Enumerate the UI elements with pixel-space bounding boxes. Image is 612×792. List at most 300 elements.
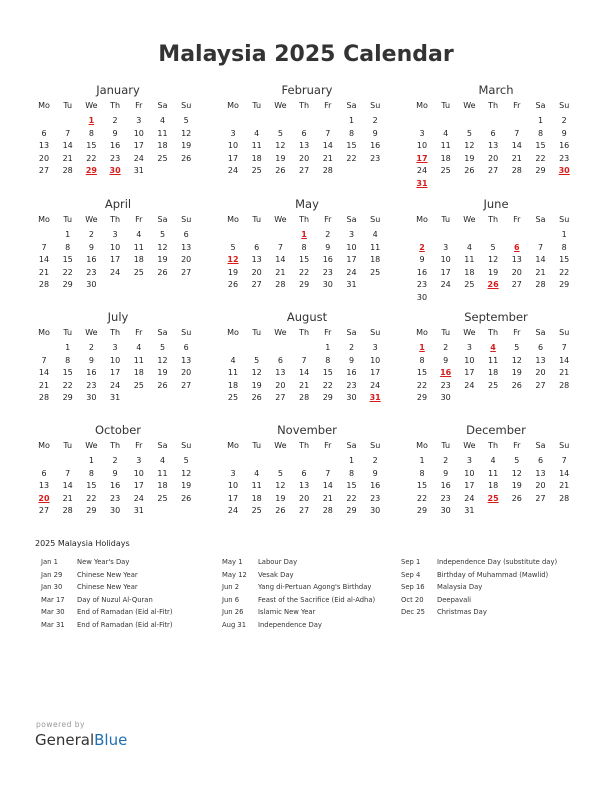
day-cell: 25 (251, 166, 262, 175)
day-cell: 24 (370, 380, 381, 390)
day-cell: 12 (157, 242, 168, 252)
day-cell: 5 (159, 343, 166, 352)
day-cell: 25 (157, 493, 168, 503)
day-cell: 11 (133, 355, 144, 365)
day-cell: 27 (299, 166, 310, 175)
weekday-label: Sa (157, 441, 168, 450)
weekday-label: Su (181, 441, 192, 450)
weekday-label: Su (559, 101, 570, 110)
day-cell: 6 (537, 456, 544, 465)
day-cell: 1 (348, 456, 355, 465)
weekday-label: Fr (324, 441, 332, 450)
day-cell: 23 (559, 153, 570, 163)
holiday-name: Birthday of Muhammad (Mawlid) (437, 570, 549, 579)
day-cell: 27 (38, 506, 50, 515)
day-cell: 19 (511, 368, 522, 377)
day-cell: 20 (251, 267, 262, 277)
weekday-label: Tu (441, 101, 451, 110)
holiday-name: End of Ramadan (Eid al-Fitr) (77, 608, 173, 616)
day-cell: 29 (86, 506, 97, 515)
month-name: September (464, 310, 528, 324)
day-cell: 16 (322, 255, 333, 264)
day-cell: 4 (159, 116, 166, 125)
day-cell: 30 (86, 393, 97, 402)
day-cell: 19 (511, 481, 522, 490)
day-cell: 25 (133, 380, 144, 390)
day-cell: 12 (251, 368, 262, 377)
weekday-label: Th (299, 328, 310, 337)
day-cell: 13 (275, 368, 286, 377)
day-cell: 27 (181, 267, 192, 277)
day-cell: 6 (301, 468, 307, 478)
weekday-label: Fr (324, 328, 332, 337)
day-cell: 13 (511, 255, 522, 264)
day-cell: 19 (157, 255, 168, 264)
day-cell: 20 (181, 255, 192, 264)
day-cell: 4 (466, 242, 472, 252)
weekday-label: Sa (346, 441, 357, 450)
weekday-label: Sa (157, 215, 168, 224)
day-cell: 24 (110, 267, 121, 277)
holiday-name: Yang di-Pertuan Agong's Birthday (258, 583, 372, 591)
day-cell: 22 (299, 267, 310, 277)
day-cell: 9 (325, 242, 331, 252)
day-cell: 19 (251, 380, 262, 390)
day-cell: 15 (416, 368, 428, 377)
weekday-label: We (274, 101, 287, 110)
day-cell: 14 (559, 355, 570, 365)
day-cell: 10 (227, 481, 239, 490)
day-cell: 27 (275, 393, 286, 402)
weekday-label: Tu (252, 101, 262, 110)
day-cell: 26 (275, 166, 286, 175)
weekday-label: Fr (135, 441, 143, 450)
day-cell: 4 (254, 468, 260, 478)
day-cell: 19 (275, 153, 286, 163)
day-cell: 26 (157, 380, 168, 390)
weekday-label: We (274, 328, 287, 337)
weekday-label: Fr (513, 215, 521, 224)
weekday-label: Su (370, 215, 381, 224)
day-cell: 3 (112, 343, 118, 352)
day-cell: 9 (372, 128, 378, 138)
weekday-label: Fr (135, 101, 143, 110)
day-cell: 30 (440, 506, 451, 515)
weekday-label: Su (181, 101, 192, 110)
weekday-label: Su (370, 328, 381, 337)
holiday-name: Christmas Day (437, 608, 487, 616)
day-cell: 14 (322, 481, 333, 490)
holiday-date: Jun 26 (222, 608, 244, 616)
day-cell: 20 (535, 368, 546, 377)
day-cell: 22 (322, 380, 333, 390)
day-cell: 6 (183, 230, 189, 239)
day-cell: 7 (41, 355, 47, 365)
day-cell: 26 (275, 506, 286, 515)
day-cell: 15 (416, 481, 428, 490)
day-cell: 6 (301, 128, 307, 138)
day-cell: 27 (251, 280, 262, 289)
weekday-label: Su (181, 328, 192, 337)
day-cell: 23 (416, 280, 428, 289)
day-cell: 8 (561, 242, 567, 252)
day-cell: 10 (346, 242, 357, 252)
day-cell: 15 (346, 481, 357, 490)
day-cell: 13 (38, 141, 50, 150)
day-cell: 16 (110, 141, 121, 150)
day-cell: 1 (65, 230, 71, 239)
holiday-name: Labour Day (258, 558, 298, 566)
day-cell: 16 (440, 481, 451, 490)
weekday-label: Mo (38, 328, 50, 337)
day-cell: 19 (275, 493, 286, 503)
day-cell: 9 (88, 355, 94, 365)
holiday-day: 31 (416, 178, 428, 188)
weekday-label: Fr (135, 215, 143, 224)
day-cell: 30 (110, 506, 121, 515)
day-cell: 17 (110, 255, 121, 264)
day-cell: 6 (277, 355, 283, 365)
day-cell: 8 (348, 128, 355, 138)
day-cell: 14 (535, 255, 546, 264)
day-cell: 23 (110, 493, 121, 503)
day-cell: 3 (348, 230, 355, 239)
day-cell: 18 (370, 255, 381, 264)
day-cell: 22 (416, 493, 428, 503)
day-cell: 5 (466, 128, 472, 138)
day-cell: 5 (277, 468, 283, 478)
day-cell: 18 (251, 153, 262, 163)
day-cell: 2 (325, 230, 331, 239)
day-cell: 30 (416, 292, 428, 302)
holiday-name: Islamic New Year (258, 608, 316, 616)
day-cell: 8 (348, 468, 355, 478)
weekday-label: Sa (157, 328, 168, 337)
day-cell: 5 (514, 456, 520, 465)
day-cell: 25 (251, 506, 262, 515)
holiday-name: Feast of the Sacrifice (Eid al-Adha) (258, 595, 376, 604)
day-cell: 12 (511, 355, 522, 365)
day-cell: 25 (157, 153, 168, 163)
day-cell: 24 (227, 166, 239, 175)
holiday-day: 31 (369, 393, 381, 402)
day-cell: 2 (88, 230, 94, 239)
holiday-day: 26 (487, 280, 499, 289)
day-cell: 1 (537, 116, 544, 125)
holiday-day: 25 (487, 493, 499, 503)
day-cell: 7 (41, 242, 47, 252)
day-cell: 28 (275, 280, 286, 289)
day-cell: 2 (112, 116, 118, 125)
day-cell: 11 (370, 242, 381, 252)
holiday-date: Jun 2 (222, 583, 240, 591)
day-cell: 23 (322, 267, 333, 277)
holiday-day: 6 (514, 242, 520, 252)
day-cell: 21 (38, 380, 50, 390)
day-cell: 15 (62, 368, 73, 377)
weekday-label: Su (559, 215, 570, 224)
day-cell: 21 (62, 153, 73, 163)
holiday-day: 16 (440, 368, 452, 377)
weekday-label: Sa (535, 328, 546, 337)
day-cell: 21 (322, 153, 333, 163)
day-cell: 2 (443, 343, 449, 352)
day-cell: 23 (370, 493, 381, 503)
day-cell: 10 (133, 468, 144, 478)
day-cell: 8 (65, 242, 71, 252)
day-cell: 11 (488, 468, 499, 478)
weekday-label: Su (370, 101, 381, 110)
day-cell: 8 (537, 128, 544, 138)
day-cell: 2 (443, 456, 449, 465)
day-cell: 24 (110, 380, 121, 390)
day-cell: 25 (488, 380, 499, 390)
day-cell: 8 (88, 128, 94, 138)
day-cell: 20 (38, 153, 50, 163)
month-name: August (286, 310, 328, 324)
day-cell: 21 (559, 368, 570, 377)
day-cell: 14 (275, 255, 286, 264)
holiday-day: 30 (558, 166, 570, 175)
day-cell: 29 (346, 506, 357, 515)
weekday-label: Mo (227, 441, 239, 450)
day-cell: 31 (346, 280, 357, 289)
day-cell: 17 (464, 481, 475, 490)
weekday-label: Th (488, 215, 499, 224)
day-cell: 20 (299, 153, 310, 163)
day-cell: 20 (535, 481, 546, 490)
day-cell: 13 (181, 355, 192, 365)
day-cell: 23 (440, 380, 451, 390)
day-cell: 21 (299, 380, 310, 390)
day-cell: 18 (464, 267, 475, 277)
day-cell: 9 (372, 468, 378, 478)
day-cell: 20 (299, 493, 310, 503)
weekday-label: Mo (227, 215, 239, 224)
weekday-label: Tu (441, 328, 451, 337)
day-cell: 15 (86, 481, 97, 490)
weekday-label: Su (181, 215, 192, 224)
day-cell: 16 (559, 141, 570, 150)
day-cell: 16 (110, 481, 121, 490)
weekday-label: Mo (227, 328, 239, 337)
day-cell: 8 (88, 468, 94, 478)
day-cell: 20 (511, 267, 522, 277)
holiday-date: Mar 31 (41, 620, 65, 629)
holiday-date: Oct 20 (401, 595, 424, 604)
day-cell: 18 (488, 481, 499, 490)
holiday-name: Chinese New Year (77, 570, 138, 579)
day-cell: 27 (535, 493, 546, 503)
day-cell: 4 (159, 456, 166, 465)
holiday-day: 1 (88, 116, 95, 125)
day-cell: 22 (559, 267, 570, 277)
day-cell: 1 (88, 456, 94, 465)
day-cell: 22 (86, 493, 97, 503)
generalblue-logo[interactable] (35, 731, 127, 749)
day-cell: 30 (370, 506, 381, 515)
day-cell: 21 (62, 493, 73, 503)
weekday-label: We (85, 328, 98, 337)
day-cell: 26 (181, 493, 192, 503)
day-cell: 24 (227, 506, 239, 515)
day-cell: 2 (88, 343, 94, 352)
day-cell: 5 (183, 116, 189, 125)
day-cell: 2 (112, 456, 118, 465)
weekday-label: Tu (252, 441, 262, 450)
holiday-date: Aug 31 (222, 620, 247, 629)
holiday-date: Jan 1 (41, 558, 58, 566)
weekday-label: Tu (441, 441, 451, 450)
weekday-label: We (85, 101, 98, 110)
day-cell: 22 (62, 267, 73, 277)
day-cell: 21 (559, 481, 570, 490)
day-cell: 13 (38, 481, 50, 490)
day-cell: 31 (133, 166, 144, 175)
day-cell: 14 (511, 141, 522, 150)
day-cell: 4 (136, 230, 142, 239)
day-cell: 1 (419, 456, 425, 465)
holiday-date: Jan 29 (41, 570, 63, 579)
holiday-date: Mar 30 (41, 608, 65, 616)
weekday-label: Th (110, 328, 121, 337)
holiday-day: 29 (85, 166, 97, 175)
weekday-label: We (463, 441, 476, 450)
day-cell: 10 (110, 242, 121, 252)
holiday-date: Jun 6 (222, 595, 240, 604)
day-cell: 26 (464, 166, 475, 175)
day-cell: 28 (559, 380, 570, 390)
day-cell: 2 (372, 116, 378, 125)
day-cell: 17 (440, 267, 451, 277)
holiday-date: May 12 (222, 570, 247, 579)
day-cell: 28 (38, 280, 50, 289)
day-cell: 14 (38, 255, 50, 264)
day-cell: 28 (559, 493, 570, 503)
day-cell: 26 (511, 380, 522, 390)
day-cell: 29 (416, 393, 428, 402)
weekday-label: Mo (38, 215, 50, 224)
day-cell: 6 (490, 128, 496, 138)
day-cell: 22 (535, 153, 546, 163)
weekday-label: We (85, 215, 98, 224)
day-cell: 28 (62, 166, 73, 175)
holiday-name: Deepavali (437, 595, 472, 604)
day-cell: 19 (181, 481, 192, 490)
holiday-day: 17 (416, 153, 428, 163)
day-cell: 12 (464, 141, 475, 150)
day-cell: 29 (62, 393, 73, 402)
day-cell: 15 (299, 255, 310, 264)
day-cell: 1 (65, 343, 71, 352)
day-cell: 3 (466, 343, 472, 352)
weekday-label: Fr (324, 215, 332, 224)
day-cell: 18 (440, 153, 451, 163)
day-cell: 7 (301, 355, 307, 365)
day-cell: 18 (157, 141, 168, 150)
day-cell: 23 (110, 153, 121, 163)
day-cell: 29 (299, 280, 310, 289)
day-cell: 27 (299, 506, 310, 515)
day-cell: 3 (112, 230, 118, 239)
day-cell: 4 (230, 355, 236, 365)
day-cell: 3 (372, 343, 378, 352)
day-cell: 5 (183, 456, 189, 465)
weekday-label: Sa (535, 101, 546, 110)
holiday-day: 2 (419, 242, 425, 252)
weekday-label: Tu (63, 441, 73, 450)
day-cell: 19 (227, 267, 239, 277)
day-cell: 24 (133, 153, 144, 163)
month-name: February (281, 83, 333, 97)
day-cell: 1 (325, 343, 331, 352)
day-cell: 3 (136, 116, 142, 125)
day-cell: 7 (561, 343, 567, 352)
day-cell: 14 (62, 481, 73, 490)
weekday-label: We (463, 215, 476, 224)
day-cell: 6 (41, 468, 47, 478)
day-cell: 9 (112, 468, 118, 478)
day-cell: 26 (227, 280, 239, 289)
day-cell: 4 (254, 128, 260, 138)
day-cell: 24 (346, 267, 357, 277)
day-cell: 24 (464, 493, 475, 503)
day-cell: 25 (370, 267, 381, 277)
weekday-label: Th (299, 215, 310, 224)
holiday-date: Jan 30 (41, 583, 63, 591)
day-cell: 7 (325, 468, 331, 478)
day-cell: 30 (86, 280, 97, 289)
day-cell: 4 (490, 456, 496, 465)
day-cell: 15 (559, 255, 570, 264)
day-cell: 3 (443, 242, 449, 252)
day-cell: 17 (110, 368, 121, 377)
holiday-date: Dec 25 (401, 608, 425, 616)
day-cell: 16 (370, 481, 381, 490)
day-cell: 26 (251, 393, 262, 402)
weekday-label: Mo (416, 328, 428, 337)
day-cell: 5 (490, 242, 496, 252)
day-cell: 5 (159, 230, 166, 239)
day-cell: 13 (535, 355, 546, 365)
holiday-date: Sep 4 (401, 570, 421, 579)
day-cell: 29 (559, 280, 570, 289)
day-cell: 6 (183, 343, 189, 352)
day-cell: 2 (348, 343, 355, 352)
month-name: July (107, 310, 129, 324)
weekday-label: We (85, 441, 98, 450)
day-cell: 13 (181, 242, 192, 252)
day-cell: 5 (277, 128, 283, 138)
weekday-label: We (463, 328, 476, 337)
day-cell: 23 (370, 153, 381, 163)
day-cell: 13 (535, 468, 546, 478)
day-cell: 11 (251, 141, 262, 150)
day-cell: 25 (464, 280, 475, 289)
day-cell: 8 (419, 355, 425, 365)
holiday-name: New Year's Day (77, 558, 130, 566)
weekday-label: Th (488, 101, 499, 110)
day-cell: 10 (464, 355, 475, 365)
weekday-label: Sa (346, 215, 357, 224)
weekday-label: Mo (38, 101, 50, 110)
day-cell: 12 (511, 468, 522, 478)
weekday-label: We (274, 441, 287, 450)
day-cell: 14 (299, 368, 310, 377)
weekday-label: Mo (416, 441, 428, 450)
day-cell: 29 (416, 506, 428, 515)
day-cell: 27 (535, 380, 546, 390)
